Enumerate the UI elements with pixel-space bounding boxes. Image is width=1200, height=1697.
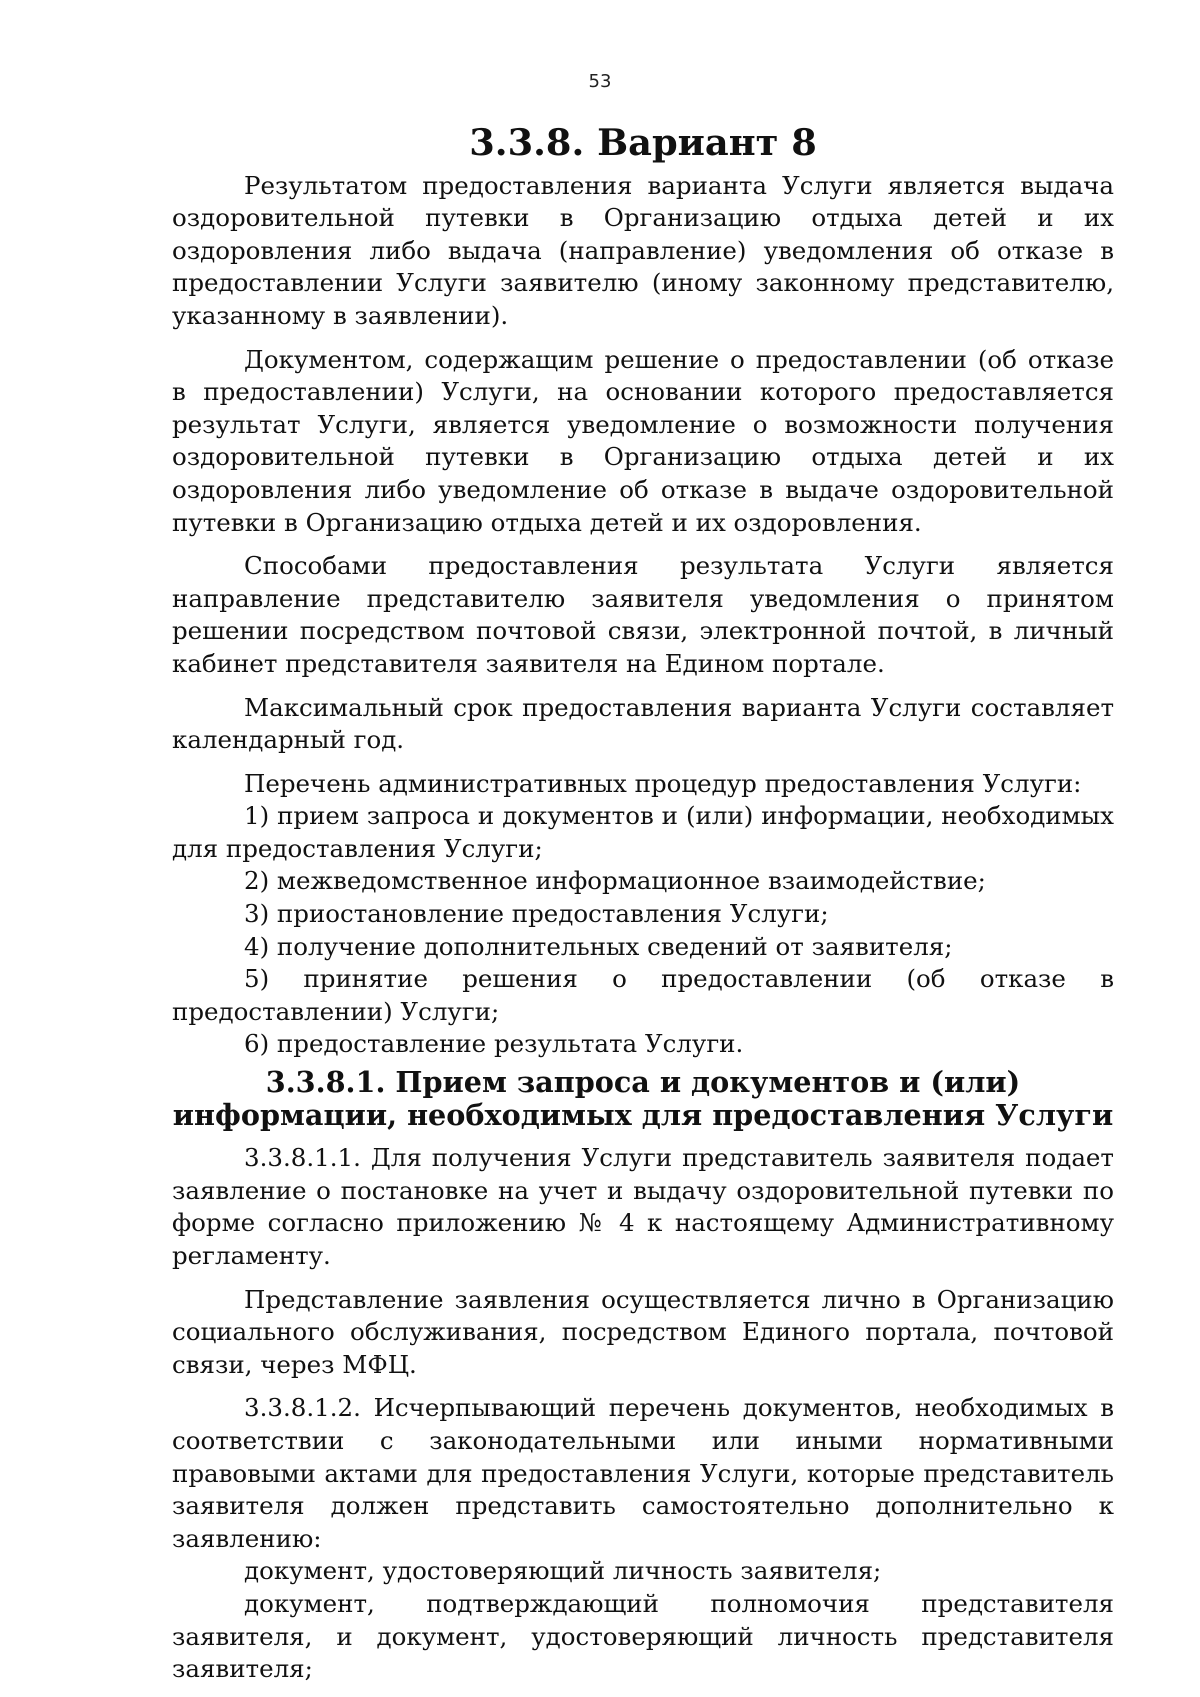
procedures-intro: Перечень административных процедур предоставления Услуги: xyxy=(244,768,1082,798)
section-title: 3.3.8. Вариант 8 xyxy=(469,120,817,164)
paragraph-application: 3.3.8.1.1. Для получения Услуги представитель заявителя подает заявление о постановке на учет и выдачу оздоровительной путевки по форме согласно приложению № 4 к настоящему Административному регламенту. xyxy=(172,1143,1114,1270)
document-item: документ, удостоверяющий личность заявителя; xyxy=(244,1556,882,1586)
paragraph-result: Результатом предоставления варианта Услуги является выдача оздоровительной путевки в Организацию отдыха детей и их оздоровления либо выдача (направление) уведомления об отказе в предоставлении Услуги заявителю (иному законному представителю, указанному в заявлении). xyxy=(172,170,1114,330)
procedure-item: 6) предоставление результата Услуги. xyxy=(244,1029,744,1059)
document-item: документ, подтверждающий полномочия представителя заявителя, и документ, удостоверяющий личность представителя заявителя; xyxy=(172,1588,1114,1684)
procedure-item: 1) прием запроса и документов и (или) информации, необходимых для предоставления Услуги; xyxy=(172,801,1114,863)
page-content xyxy=(172,120,1114,1686)
procedure-item: 4) получение дополнительных сведений от заявителя; xyxy=(244,931,953,961)
procedure-item: 3) приостановление предоставления Услуги; xyxy=(244,899,829,929)
procedure-item: 5) принятие решения о предоставлении (об отказе в предоставлении) Услуги; xyxy=(172,964,1114,1026)
paragraph-delivery-methods: Способами предоставления результата Услуги является направление представителю заявителя уведомления о принятом решении посредством почтовой связи, электронной почтой, в личный кабинет представителя заявителя на Едином портале. xyxy=(172,551,1114,678)
page-number: 53 xyxy=(588,71,612,92)
subsection-title: 3.3.8.1. Прием запроса и документов и (или) информации, необходимых для предоставления Услуги xyxy=(172,1065,1114,1132)
paragraph-decision-document: Документом, содержащим решение о предоставлении (об отказе в предоставлении) Услуги, на основании которого предоставляется результат Услуги, является уведомление о возможности получения оздоровительной путевки в Организацию отдыха детей и их оздоровления либо уведомление об отказе в выдаче оздоровительной путевки в Организацию отдыха детей и их оздоровления. xyxy=(172,344,1114,537)
documents-intro: 3.3.8.1.2. Исчерпывающий перечень документов, необходимых в соответствии с законодательными или иными нормативными правовыми актами для предоставления Услуги, которые представитель заявителя должен представить самостоятельно дополнительно к заявлению: xyxy=(172,1393,1114,1553)
paragraph-max-term: Максимальный срок предоставления варианта Услуги составляет календарный год. xyxy=(172,692,1114,755)
procedure-item: 2) межведомственное информационное взаимодействие; xyxy=(244,866,986,896)
paragraph-submission-channels: Представление заявления осуществляется лично в Организацию социального обслуживания, посредством Единого портала, почтовой связи, через МФЦ. xyxy=(172,1284,1114,1379)
